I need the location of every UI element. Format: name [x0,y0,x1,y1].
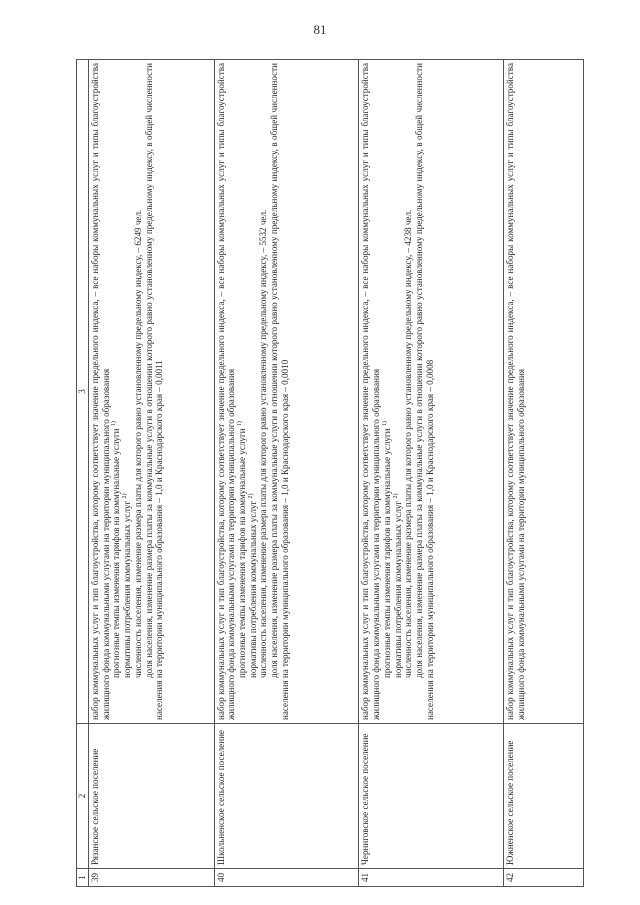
description-text: нормативы потребления коммунальных услуг [392,500,403,678]
description-line [393,63,404,720]
tariff-description [89,60,215,724]
description-line [237,63,248,720]
description-text: доля населения, изменение размера платы за коммунальные услуги в отношении которого равно установленному предельному индексу, в общей численности населения на территории муниципального образования – 1,0 и Краснодарского края – 0,0008 [414,63,435,720]
description-text: набор коммунальных услуг и тип благоустройства, которому соответствует значение предельного индекса, – все наборы коммунальных услуг и типы благоустройства жилищного фонда коммунальными услугами на территории муниципального образования [505,63,527,720]
footnote-marker: 2) [247,493,254,499]
description-line [360,63,381,720]
description-line [248,63,259,720]
tariff-description [504,60,584,724]
description-text: набор коммунальных услуг и тип благоустройства, которому соответствует значение предельного индекса, – все наборы коммунальных услуг и типы благоустройства жилищного фонда коммунальными услугами на территории муниципального образования [215,63,237,720]
description-text: набор коммунальных услуг и тип благоустройства, которому соответствует значение предельного индекса, – все наборы коммунальных услуг и типы благоустройства жилищного фонда коммунальными услугами на территории муниципального образования [90,63,111,720]
tariff-description [359,60,504,724]
row-number: 41 [359,869,504,887]
footnote-marker: 1) [111,421,118,427]
footnote-marker: 1) [236,421,243,427]
description-line [111,63,122,720]
settlement-name: Южненское сельское поселение [504,724,584,869]
column-header: 1 [77,869,89,887]
footnote-marker: 1) [381,421,388,427]
description-line [505,63,526,720]
page-number: 81 [313,22,327,37]
table-row [214,60,359,887]
row-number: 39 [89,869,215,887]
table-row [504,60,584,887]
description-line [382,63,393,720]
description-text: набор коммунальных услуг и тип благоустройства, которому соответствует значение предельного индекса, – все наборы коммунальных услуг и типы благоустройства жилищного фонда коммунальными услугами на территории муниципального образования [360,63,382,720]
description-text: численность населения, изменение размера платы для которого равно установленному предельному индексу, – 6249 чел. [132,209,143,678]
tariff-description [214,60,359,724]
table-row [89,60,215,887]
description-line [403,63,414,720]
footnote-marker: 2) [122,493,129,499]
description-text: прогнозные темпы изменения тарифов на коммунальные услуги [381,428,392,678]
settlement-name: Рязанское сельское поселение [89,724,215,869]
row-number: 40 [214,869,359,887]
footnote-marker: 2) [392,493,399,499]
table-row [359,60,504,887]
description-line [269,63,290,720]
column-header: 3 [77,60,89,724]
column-header: 2 [77,724,89,869]
description-text: прогнозные темпы изменения тарифов на коммунальные услуги [236,428,247,678]
settlement-name: Школьненское сельское поселение [214,724,359,869]
rotated-table-area [76,59,584,887]
description-text: нормативы потребления коммунальных услуг [122,500,133,678]
tariff-table [76,59,584,887]
description-text: доля населения, изменение размера платы за коммунальные услуги в отношении которого равно установленному предельному индексу, в общей численности населения на территории муниципального образования – 1,0 и Краснодарского края – 0,0011 [143,63,165,720]
description-text: численность населения, изменение размера платы для которого равно установленному предельному индексу, – 4238 чел. [403,209,414,678]
description-text: доля населения, изменение размера платы за коммунальные услуги в отношении которого равно установленному предельному индексу, в общей численности населения на территории муниципального образования – 1,0 и Краснодарского края – 0,0010 [269,63,290,720]
description-line [133,63,144,720]
settlement-name: Черниговское сельское поселение [359,724,504,869]
description-line [122,63,133,720]
table-header-row [77,60,89,887]
description-line [90,63,111,720]
description-line [216,63,237,720]
description-text: прогнозные темпы изменения тарифов на коммунальные услуги [111,428,122,678]
description-text: численность населения, изменение размера платы для которого равно установленному предельному индексу, – 5532 чел. [258,209,269,678]
description-line [144,63,165,720]
description-line [414,63,435,720]
row-number: 42 [504,869,584,887]
description-text: нормативы потребления коммунальных услуг [247,500,258,678]
description-line [258,63,269,720]
